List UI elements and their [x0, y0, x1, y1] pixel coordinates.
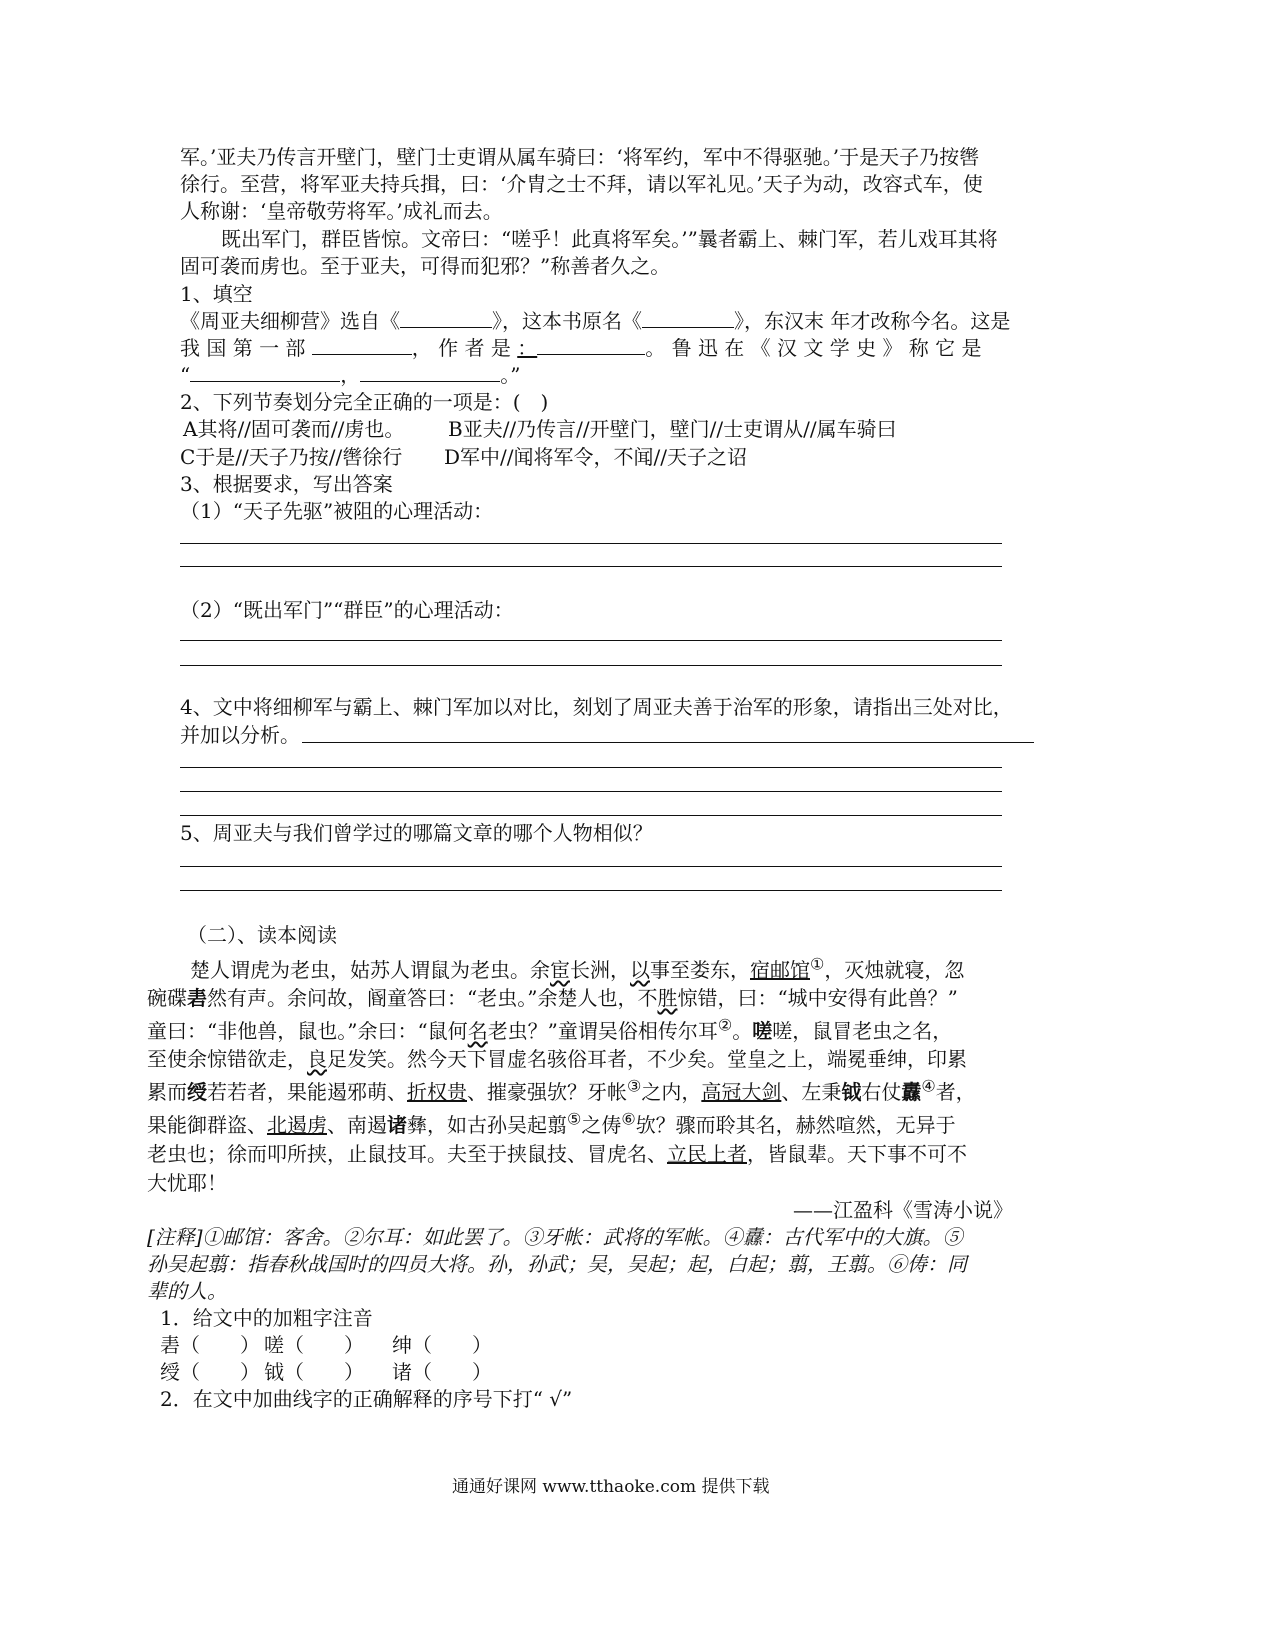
- text: 者，: [935, 1080, 976, 1104]
- q4-line-2: 并加以分析。: [180, 723, 300, 747]
- text: 老虫？”童谓吴俗相传尔耳: [487, 1019, 718, 1043]
- q1-text-c: 》，东汉末 年才改称今名。这是: [734, 309, 1011, 333]
- text: 彝，如古孙吴起翦: [407, 1113, 567, 1137]
- section2-q2: 2．在文中加曲线字的正确解释的序号下打“ √”: [160, 1387, 573, 1411]
- text: 长洲，: [570, 958, 630, 982]
- answer-line[interactable]: [302, 742, 1034, 743]
- q1-close-quote: 。”: [500, 363, 521, 387]
- reading-line-3: [147, 1017, 952, 1045]
- wavy-char: 良: [307, 1047, 327, 1071]
- text: 若若者，果能遏邪萌、: [207, 1080, 407, 1104]
- note-mark: ⑥: [621, 1109, 636, 1129]
- q1-text-f: 。 鲁 迅 在 《 汉 文 学 史 》 称 它 是: [645, 336, 982, 360]
- reading-line-2: [147, 984, 958, 1012]
- text: 然有声。余问故，阍童答曰：“老虫。”余楚人也，不: [207, 986, 658, 1010]
- note-line-3: 辈的人。: [147, 1279, 227, 1303]
- answer-line[interactable]: [180, 767, 1002, 768]
- q1-comma: ，: [340, 363, 361, 387]
- underlined-phrase: 立民上者: [667, 1142, 747, 1166]
- text: 、左秉: [781, 1080, 842, 1104]
- bold-char: 砉: [187, 986, 207, 1010]
- pinyin-item[interactable]: 诸（ ）: [392, 1360, 492, 1384]
- q1-text-a: 《周亚夫细柳营》选自《: [180, 309, 400, 333]
- pinyin-item[interactable]: 绅（ ）: [392, 1333, 492, 1357]
- bold-char: 诸: [387, 1113, 407, 1137]
- reading-source: ——江盈科《雪涛小说》: [793, 1198, 1013, 1222]
- reading-line-1: [190, 956, 964, 984]
- pinyin-item[interactable]: 嗟（ ）: [264, 1333, 364, 1357]
- answer-blank[interactable]: [312, 334, 412, 355]
- answer-line[interactable]: [180, 791, 1002, 792]
- note-mark: ②: [717, 1015, 733, 1035]
- q3-sub-1: （1）“天子先驱”被阻的心理活动：: [180, 499, 494, 523]
- note-mark: ①: [810, 954, 825, 974]
- reading-line-6: [147, 1111, 956, 1139]
- answer-line[interactable]: [180, 640, 1002, 641]
- answer-line[interactable]: [180, 665, 1002, 666]
- q1-line-1: [180, 307, 1010, 335]
- text: 事至娄东，: [650, 958, 750, 982]
- q1-line-3: [180, 361, 520, 389]
- text: 碗碟: [147, 986, 187, 1010]
- q4-line-1: 4、文中将细柳军与霸上、棘门军加以对比，刻划了周亚夫善于治军的形象，请指出三处对比，: [180, 695, 1013, 719]
- page-footer: 通通好课网 www.tthaoke.com 提供下载: [452, 1477, 770, 1497]
- note-mark: ④: [921, 1076, 936, 1096]
- text: 右仗: [861, 1080, 902, 1104]
- passage-line-2: 徐行。至营，将军亚夫持兵揖，曰：‘介胄之士不拜，请以军礼见。’天子为动，改容式车，使: [180, 172, 983, 196]
- q2-option-c[interactable]: C于是//天子乃按//辔徐行: [180, 445, 403, 469]
- answer-line[interactable]: [180, 866, 1002, 867]
- answer-line[interactable]: [180, 543, 1002, 544]
- bold-char: 钺: [841, 1080, 862, 1104]
- note-line-2: 孙吴起翦：指春秋战国时的四员大将。孙，孙武；吴，吴起；起，白起；翦，王翦。⑥俦：同: [147, 1252, 967, 1276]
- section2-q1: 1．给文中的加粗字注音: [160, 1306, 373, 1330]
- answer-blank[interactable]: [400, 307, 492, 328]
- wavy-char: 以: [630, 958, 650, 982]
- note-line-1: [注释]①邮馆：客舍。②尔耳：如此罢了。③牙帐：武将的军帐。④纛：古代军中的大旗。⑤: [147, 1225, 963, 1249]
- pinyin-item[interactable]: 砉（ ）: [160, 1333, 260, 1357]
- q1-text-b: 》，这本书原名《: [492, 309, 642, 333]
- text: 。: [732, 1019, 753, 1043]
- answer-blank[interactable]: [190, 361, 340, 382]
- text: 至使余惊错欲走，: [147, 1047, 307, 1071]
- q5-title: 5、周亚夫与我们曾学过的哪篇文章的哪个人物相似？: [180, 821, 653, 845]
- text: ，皆鼠辈。天下事不可不: [747, 1142, 967, 1166]
- text: 童曰：“非他兽，鼠也。”余曰：“鼠何: [147, 1019, 468, 1043]
- text: 累而: [147, 1080, 187, 1104]
- q2-title: 2、下列节奏划分完全正确的一项是：( ): [180, 390, 549, 414]
- answer-blank[interactable]: [360, 361, 500, 382]
- q2-option-b[interactable]: B亚夫//乃传言//开壁门，壁门//士吏谓从//属车骑曰: [448, 417, 897, 441]
- q3-sub-2: （2）“既出军门”“群臣”的心理活动：: [180, 598, 514, 622]
- text: 、摧豪强欤？牙帐: [467, 1080, 627, 1104]
- text: 果能御群盗、: [147, 1113, 267, 1137]
- pinyin-row-1: [160, 1331, 492, 1359]
- text: 足发笑。然今天下冒虚名骇俗耳者，不少矣。堂皇之上，端冕垂绅，印累: [327, 1047, 967, 1071]
- wavy-char: 宦: [550, 958, 570, 982]
- reading-line-4: [147, 1045, 967, 1073]
- underlined-phrase: 北遏虏: [267, 1113, 327, 1137]
- q1-line-2: [180, 334, 982, 362]
- text: 楚人谓虎为老虫，姑苏人谓鼠为老虫。余: [190, 958, 550, 982]
- bold-char: 嗟: [752, 1019, 773, 1043]
- bold-char: 纛: [901, 1080, 922, 1104]
- section2-title: （二）、读本阅读: [187, 923, 337, 947]
- passage-line-4: 既出军门，群臣皆惊。文帝曰：“嗟乎！此真将军矣。’”曩者霸上、棘门军，若儿戏耳其将: [221, 227, 998, 251]
- answer-line[interactable]: [180, 890, 1002, 891]
- text: 欤？骤而聆其名，赫然喧然，无异于: [635, 1113, 956, 1137]
- note-mark: ⑤: [567, 1109, 582, 1129]
- q2-option-d[interactable]: D军中//闻将军令，不闻//天子之诏: [444, 445, 747, 469]
- passage-line-3: 人称谢：‘皇帝敬劳将军。’成礼而去。: [180, 199, 503, 223]
- note-mark: ③: [627, 1076, 642, 1096]
- text: ，灭烛就寝，忽: [824, 958, 965, 982]
- wavy-char: 胜: [657, 986, 678, 1010]
- wavy-char: 名: [467, 1019, 488, 1043]
- q1-title: 1、填空: [180, 282, 253, 306]
- text: 惊错，曰：“城中安得有此兽？”: [677, 986, 958, 1010]
- pinyin-row-2: [160, 1358, 492, 1386]
- answer-line[interactable]: [180, 815, 1002, 816]
- q1-text-d: 我 国 第 一 部: [180, 336, 306, 360]
- underlined-phrase: 折权贵: [407, 1080, 467, 1104]
- q3-title: 3、根据要求，写出答案: [180, 472, 393, 496]
- q1-text-e: ， 作 者 是: [411, 336, 511, 360]
- pinyin-item[interactable]: 钺（ ）: [264, 1360, 364, 1384]
- text: 之内，: [641, 1080, 702, 1104]
- text: 嗟，鼠冒老虫之名，: [772, 1019, 953, 1043]
- pinyin-item[interactable]: 绶（ ）: [160, 1360, 260, 1384]
- reading-line-8: 大忧耶！: [147, 1171, 227, 1195]
- reading-line-7: [147, 1140, 967, 1168]
- underlined-phrase: 宿邮馆: [750, 958, 810, 982]
- underlined-phrase: 高冠大剑: [701, 1080, 782, 1104]
- answer-blank[interactable]: [642, 307, 734, 328]
- text: 、南遏: [327, 1113, 387, 1137]
- q2-option-a[interactable]: A其将//固可袭而//虏也。: [183, 417, 405, 441]
- q1-colon: ：: [517, 336, 538, 360]
- text: 老虫也；徐而叩所挟，止鼠技耳。夫至于挟鼠技、冒虎名、: [147, 1142, 667, 1166]
- text: 之俦: [581, 1113, 622, 1137]
- answer-line[interactable]: [180, 566, 1002, 567]
- passage-line-1: 军。’亚夫乃传言开壁门，壁门士吏谓从属车骑曰：‘将军约，军中不得驱驰。’于是天子乃按辔: [180, 145, 980, 169]
- reading-line-5: [147, 1078, 976, 1106]
- bold-char: 绶: [187, 1080, 207, 1104]
- passage-line-5: 固可袭而虏也。至于亚夫，可得而犯邪？”称善者久之。: [180, 254, 671, 278]
- q1-open-quote: “: [180, 363, 191, 387]
- answer-blank[interactable]: [537, 334, 645, 355]
